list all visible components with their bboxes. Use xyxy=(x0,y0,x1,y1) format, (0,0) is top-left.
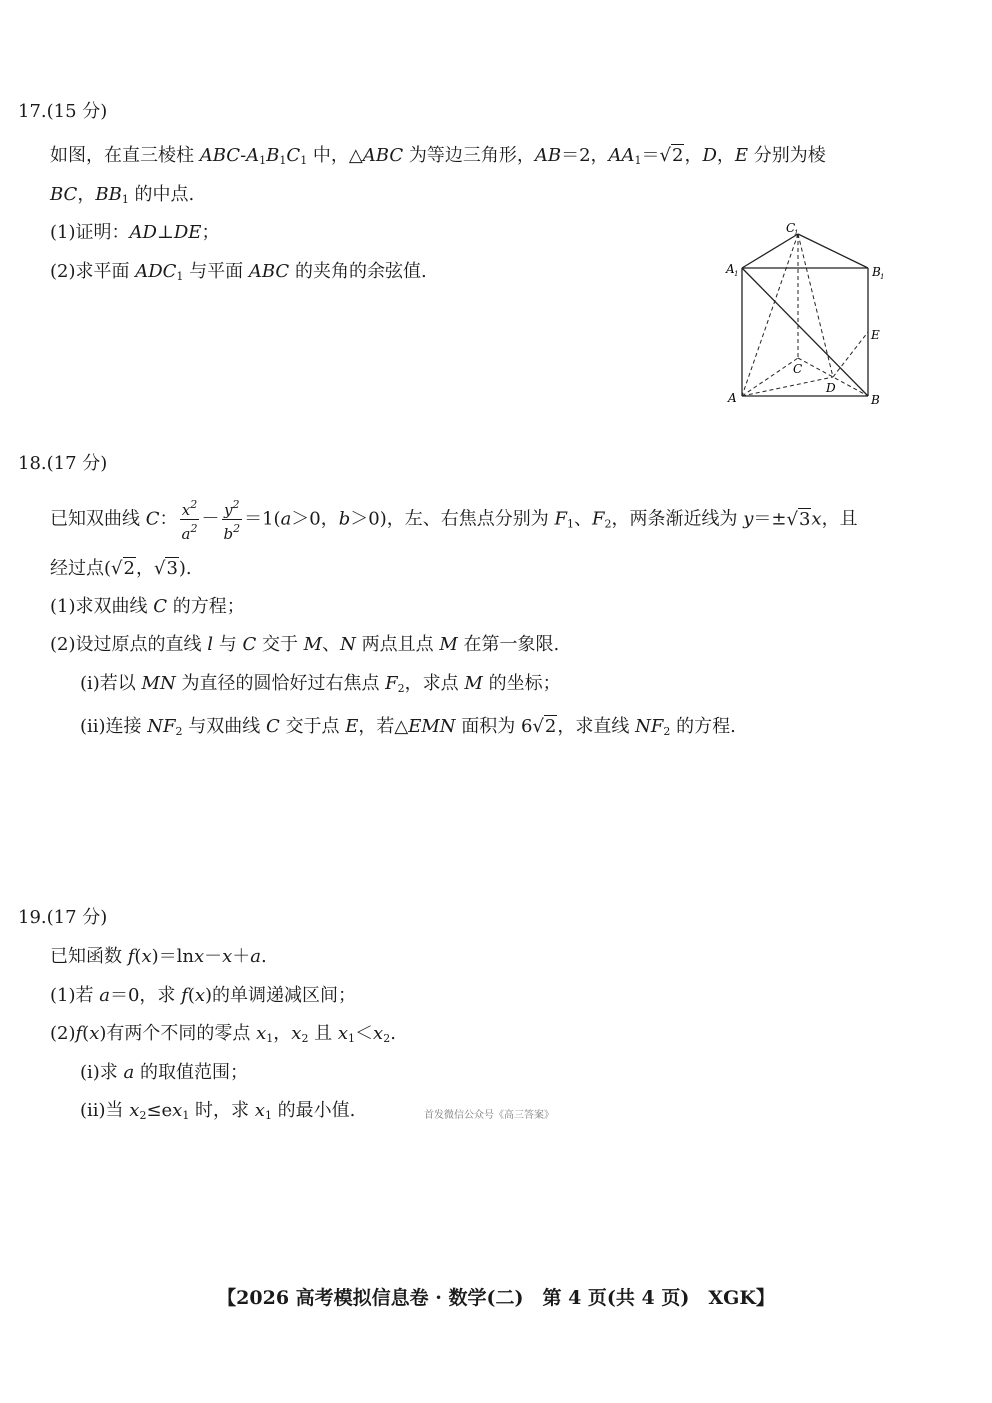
label-a1-sub: 1 xyxy=(734,270,739,278)
q18-header: 18.(17 分) xyxy=(18,453,108,474)
watermark-note: 首发微信公众号《高三答案》 xyxy=(424,1110,554,1121)
label-e: E xyxy=(871,328,880,342)
q17-intro-line2: BC，$BB_1$ 的中点. xyxy=(50,184,195,206)
q18-intro-line1: 已知双曲线 C： $\frac{x^2}{a^2}$ － $\frac{y^2}{b^2}$ ＝1(a＞0，b＞0)，左、右焦点分别为 $F_1$、$F_2$，两条渐近线为 y＝±√3x，且 xyxy=(50,498,858,543)
q18-intro-line2: 经过点(√2，√3). xyxy=(50,558,192,579)
q19-intro: 已知函数 f(x)＝lnx－x＋a. xyxy=(50,946,267,967)
q19-sub-i: (ⅰ)求 a 的取值范围； xyxy=(80,1062,248,1083)
page-footer: 【2026 高考模拟信息卷 · 数学(二) 第 4 页(共 4 页) XGK】 xyxy=(217,1287,775,1309)
label-c1-sub: 1 xyxy=(794,229,799,237)
q19-sub-ii: (ⅱ)当 $x_2\le ex_1$ 时，求 $x_1$ 的最小值. xyxy=(80,1100,356,1122)
label-d: D xyxy=(826,381,836,395)
q19-part1: (1)若 a＝0，求 f(x)的单调递减区间； xyxy=(50,985,357,1006)
label-b: B xyxy=(871,393,880,407)
q19-header: 19.(17 分) xyxy=(18,907,108,928)
label-a: A xyxy=(728,391,737,405)
q17-header: 17.(15 分) xyxy=(18,101,108,122)
label-c1: C xyxy=(786,221,796,235)
q17-intro-line1: 如图，在直三棱柱 ABC-$A_1B_1C_1$ 中，△ABC 为等边三角形，AB＝2，$AA_1=√2$，D，E 分别为棱 xyxy=(50,145,826,167)
q18-part1: (1)求双曲线 C 的方程； xyxy=(50,596,245,617)
q18-sub-i: (ⅰ)若以 MN 为直径的圆恰好过右焦点 $F_2$，求点 M 的坐标； xyxy=(80,673,561,695)
q18-sub-ii: (ⅱ)连接 $NF_2$ 与双曲线 C 交于点 E，若△EMN 面积为 6√2，求直线 $NF_2$ 的方程. xyxy=(80,716,736,738)
q19-part2: (2)f(x)有两个不同的零点 $x_1$，$x_2$ 且 $x_1<x_2$. xyxy=(50,1023,396,1045)
q17-part2: (2)求平面 $ADC_1$ 与平面 ABC 的夹角的余弦值. xyxy=(50,261,427,283)
prism-figure xyxy=(720,218,890,410)
label-b1: B xyxy=(872,265,881,279)
q18-part2: (2)设过原点的直线 l 与 C 交于 M、N 两点且点 M 在第一象限. xyxy=(50,634,560,655)
label-a1: A xyxy=(726,262,735,276)
label-c: C xyxy=(793,362,803,376)
label-b1-sub: 1 xyxy=(880,273,885,281)
q17-part1: (1)证明：AD⊥DE； xyxy=(50,222,220,243)
